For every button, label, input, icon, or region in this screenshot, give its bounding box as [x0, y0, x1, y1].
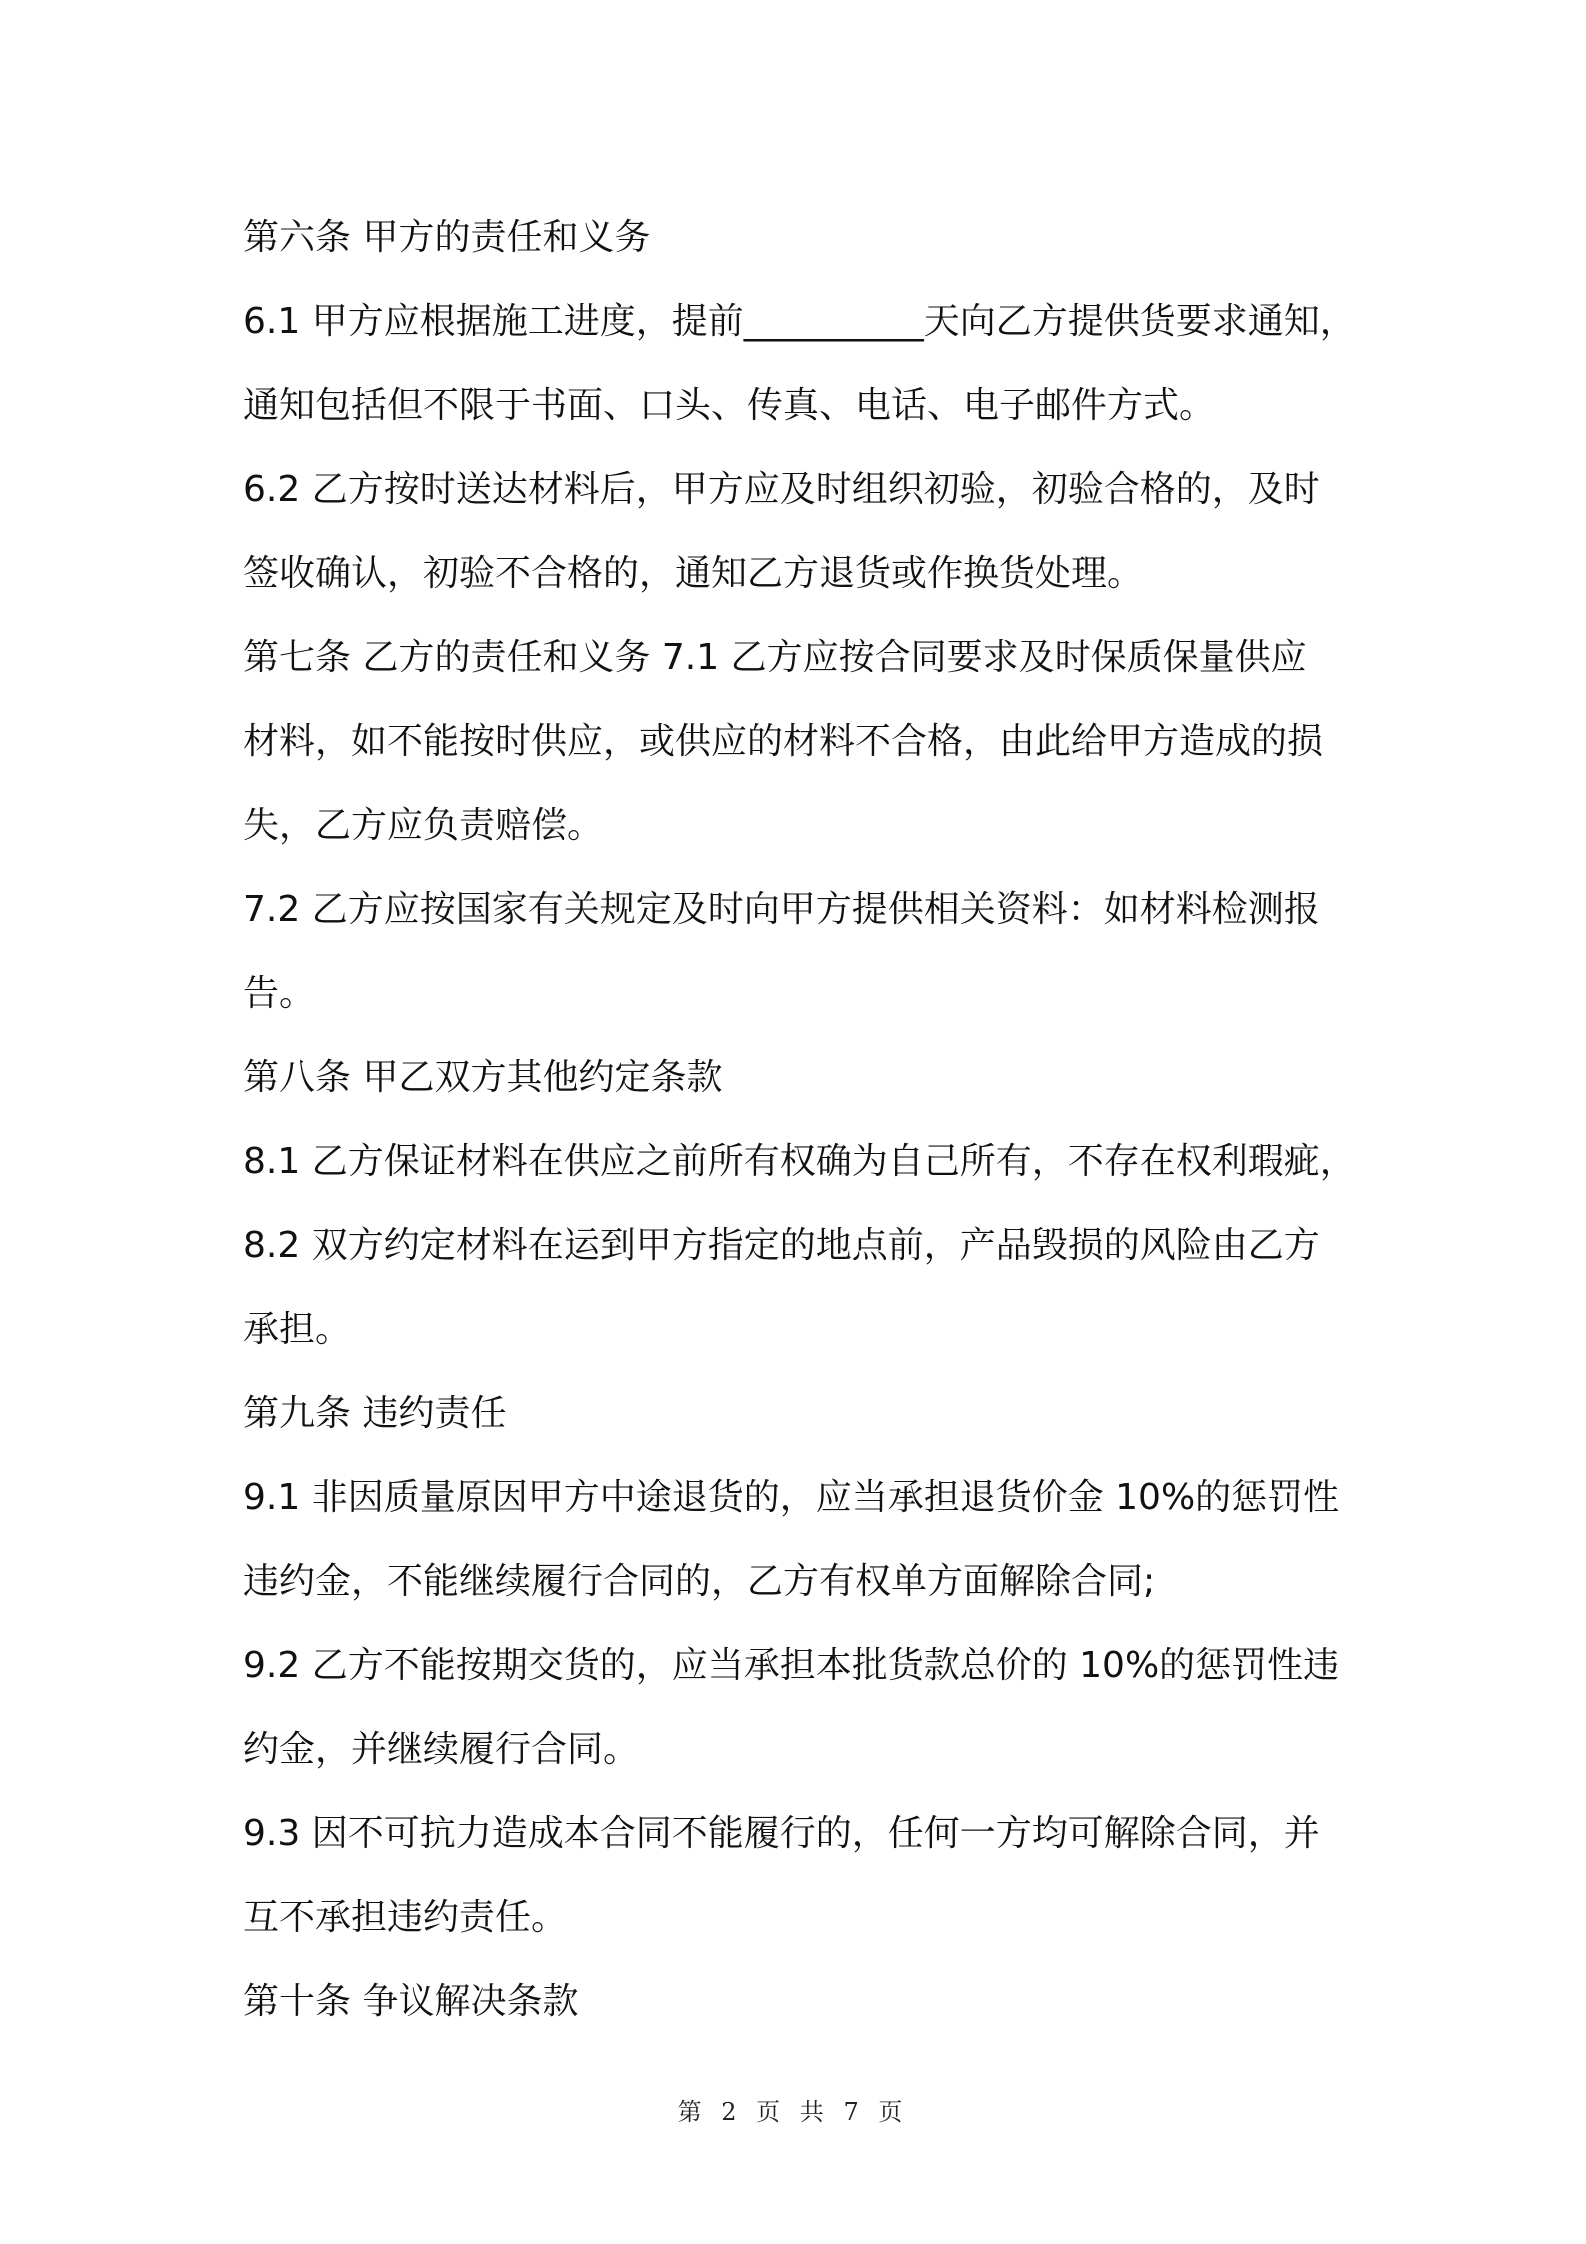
page-number-footer: 第 2 页 共 7 页	[677, 2098, 909, 2126]
article-7-line-3: 失，乙方应负责赔偿。	[243, 805, 604, 846]
clause-9-1-line-1: 9.1 非因质量原因甲方中途退货的，应当承担退货价金 10%的惩罚性	[243, 1477, 1340, 1518]
clause-9-3-line-1: 9.3 因不可抗力造成本合同不能履行的，任何一方均可解除合同，并	[243, 1813, 1320, 1854]
clause-7-2-line-1: 7.2 乙方应按国家有关规定及时向甲方提供相关资料：如材料检测报	[243, 889, 1320, 930]
article-10-heading: 第十条 争议解决条款	[243, 1981, 579, 2022]
clause-7-2-line-2: 告。	[243, 973, 316, 1014]
article-6-heading: 第六条 甲方的责任和义务	[243, 217, 651, 258]
article-8-heading: 第八条 甲乙双方其他约定条款	[243, 1057, 723, 1098]
clause-6-2-line-2: 签收确认，初验不合格的，通知乙方退货或作换货处理。	[243, 553, 1144, 594]
document-body	[243, 196, 1373, 2044]
clause-6-1-line-1: 6.1 甲方应根据施工进度，提前__________天向乙方提供货要求通知，	[243, 301, 1356, 342]
article-9-heading: 第九条 违约责任	[243, 1393, 507, 1434]
clause-8-2-line-2: 承担。	[243, 1309, 352, 1350]
clause-6-1-line-2: 通知包括但不限于书面、口头、传真、电话、电子邮件方式。	[243, 385, 1216, 426]
clause-9-2-line-1: 9.2 乙方不能按期交货的，应当承担本批货款总价的 10%的惩罚性违	[243, 1645, 1340, 1686]
clause-8-2-line-1: 8.2 双方约定材料在运到甲方指定的地点前，产品毁损的风险由乙方	[243, 1225, 1320, 1266]
clause-8-1-line-1: 8.1 乙方保证材料在供应之前所有权确为自己所有，不存在权利瑕疵，	[243, 1141, 1356, 1182]
clause-6-2-line-1: 6.2 乙方按时送达材料后，甲方应及时组织初验，初验合格的，及时	[243, 469, 1320, 510]
clause-9-3-line-2: 互不承担违约责任。	[243, 1897, 568, 1938]
clause-9-1-line-2: 违约金，不能继续履行合同的，乙方有权单方面解除合同;	[243, 1561, 1156, 1602]
clause-9-2-line-2: 约金，并继续履行合同。	[243, 1729, 640, 1770]
article-7-line-1: 第七条 乙方的责任和义务 7.1 乙方应按合同要求及时保质保量供应	[243, 637, 1307, 678]
article-7-line-2: 材料，如不能按时供应，或供应的材料不合格，由此给甲方造成的损	[243, 721, 1324, 762]
